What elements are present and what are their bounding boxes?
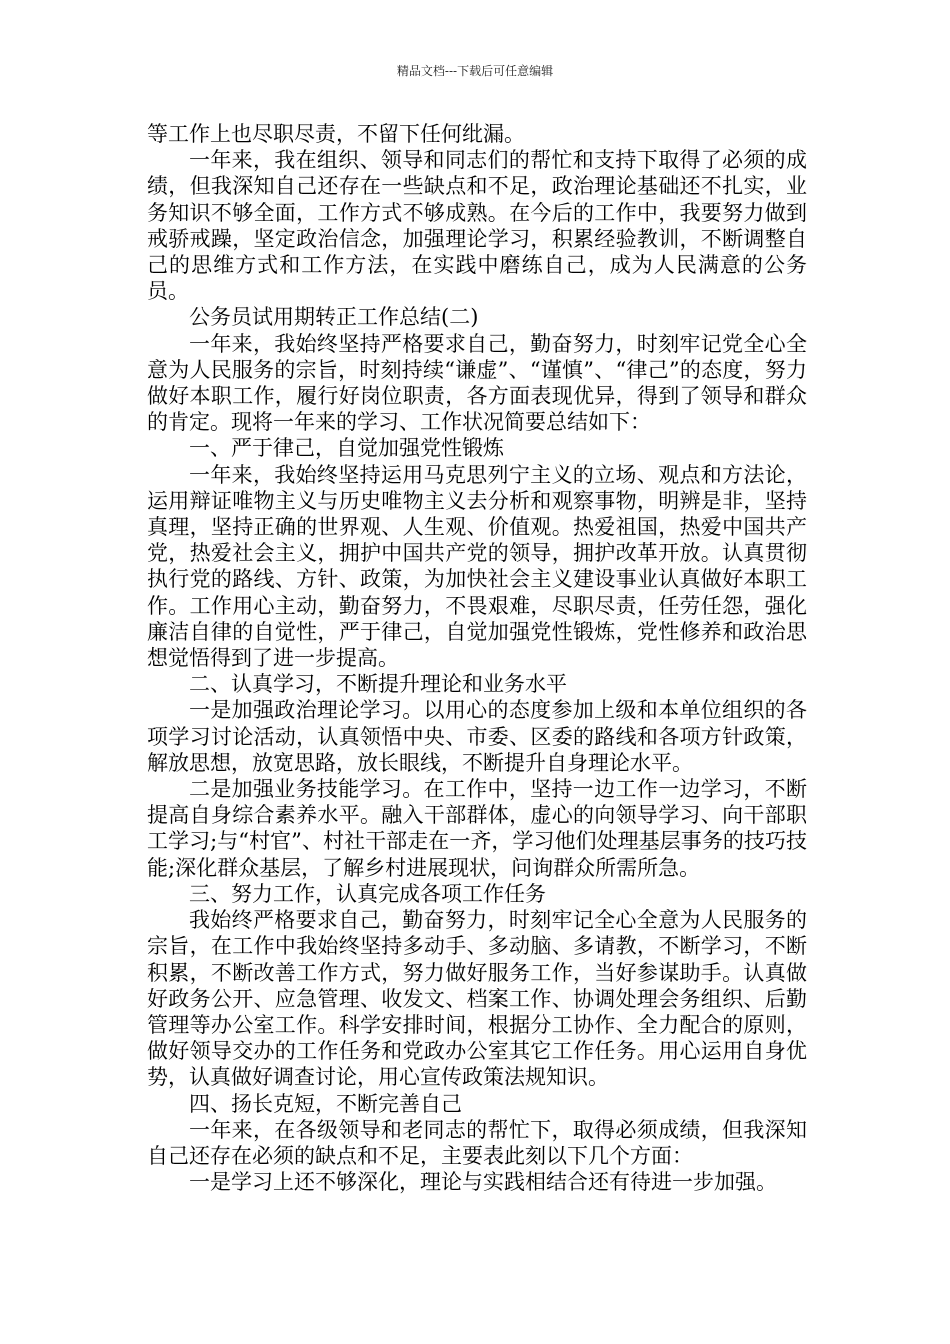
- page-header: 精品文档---下载后可任意编辑: [396, 64, 554, 78]
- section-heading: 一、严于律己，自觉加强党性锻炼: [189, 436, 504, 461]
- section-heading: 二、认真学习，不断提升理论和业务水平: [189, 672, 567, 697]
- section-heading: 三、努力工作，认真完成各项工作任务: [189, 881, 546, 906]
- paragraph: 一年来，我在组织、领导和同志们的帮忙和支持下取得了必须的成绩，但我深知自己还存在一些缺点和不足，政治理论基础还不扎实，业务知识不够全面，工作方式不够成熟。在今后的工作中，我要努力做到戒骄戒躁，坚定政治信念，加强理论学习，积累经验教训，不断调整自己的思维方式和工作方法，在实践中磨练自己，成为人民满意的公务员。: [147, 148, 807, 304]
- paragraph: 一年来，在各级领导和老同志的帮忙下，取得必须成绩，但我深知自己还存在必须的缺点和不足，主要表此刻以下几个方面：: [147, 1117, 807, 1168]
- paragraph: 一是加强政治理论学习。以用心的态度参加上级和本单位组织的各项学习讨论活动，认真领悟中央、市委、区委的路线和各项方针政策，解放思想，放宽思路，放长眼线，不断提升自身理论水平。: [147, 698, 807, 775]
- paragraph: 我始终严格要求自己，勤奋努力，时刻牢记全心全意为人民服务的宗旨，在工作中我始终坚持多动手、多动脑、多请教，不断学习，不断积累，不断改善工作方式，努力做好服务工作，当好参谋助手。认真做好政务公开、应急管理、收发文、档案工作、协调处理会务组织、后勤管理等办公室工作。科学安排时间，根据分工协作、全力配合的原则，做好领导交办的工作任务和党政办公室其它工作任务。用心运用自身优势，认真做好调查讨论，用心宣传政策法规知识。: [147, 908, 807, 1090]
- section-title: 公务员试用期转正工作总结(二): [189, 305, 479, 330]
- paragraph: 等工作上也尽职尽责，不留下任何纰漏。: [147, 122, 525, 146]
- paragraph: 一是学习上还不够深化，理论与实践相结合还有待进一步加强。: [189, 1170, 777, 1195]
- document-body: [147, 121, 807, 1195]
- paragraph: 一年来，我始终坚持严格要求自己，勤奋努力，时刻牢记党全心全意为人民服务的宗旨，时刻持续“谦虚”、“谨慎”、“律己”的态度，努力做好本职工作，履行好岗位职责，各方面表现优异，得到了领导和群众的肯定。现将一年来的学习、工作状况简要总结如下：: [147, 331, 807, 435]
- paragraph: 二是加强业务技能学习。在工作中，坚持一边工作一边学习，不断提高自身综合素养水平。融入干部群体，虚心的向领导学习、向干部职工学习;与“村官”、村社干部走在一齐，学习他们处理基层事务的技巧技能;深化群众基层，了解乡村进展现状，问询群众所需所急。: [147, 777, 807, 880]
- paragraph: 一年来，我始终坚持运用马克思列宁主义的立场、观点和方法论，运用辩证唯物主义与历史唯物主义去分析和观察事物，明辨是非，坚持真理，坚持正确的世界观、人生观、价值观。热爱祖国，热爱中国共产党，热爱社会主义，拥护中国共产党的领导，拥护改革开放。认真贯彻执行党的路线、方针、政策，为加快社会主义建设事业认真做好本职工作。工作用心主动，勤奋努力，不畏艰难，尽职尽责，任劳任怨，强化廉洁自律的自觉性，严于律己，自觉加强党性锻炼，党性修养和政治思想觉悟得到了进一步提高。: [147, 462, 807, 671]
- section-heading: 四、扬长克短，不断完善自己: [189, 1091, 462, 1116]
